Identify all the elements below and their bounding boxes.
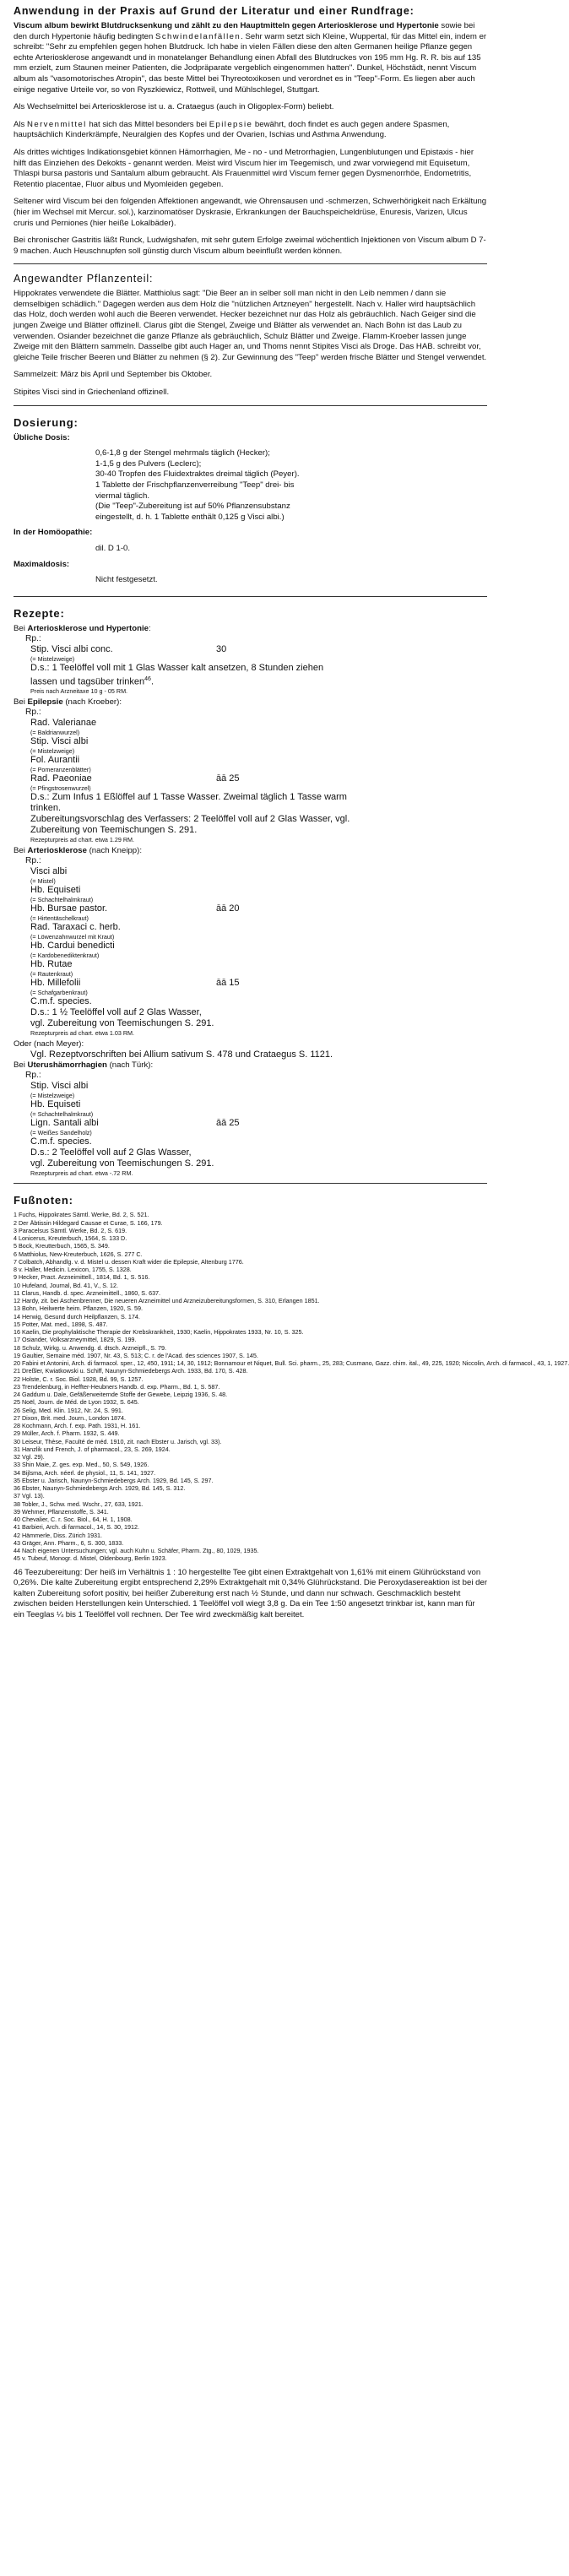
footnote-item: 9 Hecker, Pract. Arzneimittell., 1814, Bd. 1, S. 516.	[14, 1273, 150, 1282]
paragraph-stipites: Stipites Visci sind in Griechenland offizinell.	[14, 388, 170, 398]
lead-bold-text: Viscum album bewirkt Blutdrucksenkung und zählt zu den Hauptmitteln gegen Arteriosklerose und Hypertonie	[14, 21, 439, 30]
rp-label: Rp.:	[25, 633, 41, 643]
recipe-instructions: D.s.: Zum Infus 1 Eßlöffel auf 1 Tasse Wasser. Zweimal täglich 1 Tasse warm trinken.	[30, 792, 347, 814]
dosage-table	[14, 433, 306, 591]
dosage-label: In der Homöopathie:	[14, 528, 93, 538]
footnote-item: 41 Barbieri, Arch. di farmacol., 14, S. 30, 1912.	[14, 1523, 140, 1532]
paragraph-sammelzeit: Sammelzeit: März bis April und September bis Oktober.	[14, 370, 213, 380]
footnotes-title: Fußnoten:	[14, 1194, 73, 1207]
footnote-item: 35 Ebster u. Jarisch, Naunyn-Schmiedebergs Arch. 1929, Bd. 145, S. 297.	[14, 1476, 214, 1484]
divider	[14, 405, 487, 406]
dosage-row	[14, 433, 306, 449]
dosierung-title: Dosierung:	[14, 415, 79, 429]
footnote-item: 1 Fuchs, Hippokrates Sämtl. Werke, Bd. 2, S. 521.	[14, 1211, 149, 1219]
footnote-46: 46 Teezubereitung: Der heiß im Verhältnis 1 : 10 hergestellte Tee gibt einen Extraktgehalt von 1,61% mit einem Glührückstand von 0,26%. Die kalte Zubereitung ergibt entsprechend 2,29% Extraktgehalt mit 0,34% Glührückstand. Die Peroxydasereaktion ist bei der kalten Zubereitung sofort positiv, bei heißer Zubereitung erst nach ½ Stunde, und dann nur schwach. Geschmacklich besteht zwischen beiden Herstellungen kein Unterschied. 1 Teelöffel voll wiegt 3,8 g. Da ein Tee 1:50 angesetzt trinkbar ist, kann man für ein Teeglas ¼ bis 1 Teelöffel voll rechnen. Der Tee wird zweckmäßig kalt bereitet.	[14, 1567, 488, 1620]
recipe-price: Rezepturpreis ad chart. etwa 1.03 RM.	[30, 1029, 135, 1038]
footnote-item: 32 Vgl. 29).	[14, 1453, 45, 1462]
ingredient: Fol. Aurantii	[30, 755, 80, 766]
ingredient: Lign. Santali albi āā 25	[30, 1118, 240, 1129]
footnote-item: 31 Hanzlik und French, J. of pharmacol., 23, S. 269, 1924.	[14, 1445, 171, 1453]
footnote-item: 16 Kaelin, Die prophylaktische Therapie der Krebskrankheit, 1930; Kaelin, Hippokrates 1933, Nr. 10, S. 325.	[14, 1328, 304, 1337]
footnote-item: 2 Der Äbtissin Hildegard Causae et Curae, S. 166, 179.	[14, 1218, 163, 1227]
footnote-item: 26 Selig, Med. Klin. 1912, Nr. 24, S. 991.	[14, 1406, 123, 1414]
ingredient-gloss: (= Mistelzweige)	[30, 747, 75, 756]
recipe-price: Preis nach Arzneitaxe 10 g - 05 RM.	[30, 687, 128, 696]
ingredient-gloss: (= Schafgarbenkraut)	[30, 989, 88, 997]
recipe-suggestion: vgl. Zubereitung von Teemischungen S. 291.	[30, 1018, 214, 1029]
recipe-instructions: D.s.: 1 ½ Teelöffel voll auf 2 Glas Wasser,	[30, 1007, 202, 1018]
footnote-item: 27 Dixon, Brit. med. Journ., London 1874.	[14, 1413, 127, 1422]
footnote-item: 5 Bock, Kreutterbuch, 1565, S. 349.	[14, 1242, 110, 1250]
recipe-suggestion: vgl. Zubereitung von Teemischungen S. 291.	[30, 1158, 214, 1169]
paragraph-text: hat sich das Mittel besonders bei	[86, 119, 209, 129]
recipe-price: Rezepturpreis ad chart. etwa 1.29 RM.	[30, 836, 135, 844]
recipe-indication: Bei Epilepsie (nach Kroeber):	[14, 697, 122, 708]
section-title: Anwendung in der Praxis auf Grund der Literatur und einer Rundfrage:	[14, 5, 415, 17]
ingredient-gloss: (= Mistelzweige)	[30, 1092, 75, 1100]
ingredient: Rad. Paeoniae āā 25	[30, 773, 240, 784]
ingredient: C.m.f. species.	[30, 996, 92, 1007]
ingredient: Hb. Equiseti	[30, 1099, 81, 1110]
ingredient-gloss: (= Schachtelhalmkraut)	[30, 1110, 94, 1119]
dosage-row	[14, 575, 306, 591]
spaced-term: Nervenmittel	[27, 119, 87, 129]
ingredient-gloss: (= Baldrianwurzel)	[30, 729, 80, 737]
ingredient: Stip. Visci albi conc. 30	[30, 643, 227, 654]
footnote-item: 11 Clarus, Handb. d. spec. Arzneimittell., 1860, S. 637.	[14, 1288, 161, 1297]
paragraph-gastritis: Bei chronischer Gastritis läßt Runck, Ludwigshafen, mit sehr gutem Erfolge zweimal wöchentlich Injektionen von Viscum album D 7-9 machen. Auch Heuschnupfen soll günstig durch Viscum album beeinflußt werden können.	[14, 236, 486, 256]
footnote-item: 44 Nach eigenen Untersuchungen; vgl. auch Kuhn u. Schäfer, Pharm. Ztg., 80, 1029, 1935.	[14, 1547, 259, 1555]
ingredient-gloss: (= Mistelzweige)	[30, 654, 75, 663]
paragraph-crataegus: Als Wechselmittel bei Arteriosklerose ist u. a. Crataegus (auch in Oligoplex-Form) beliebt.	[14, 102, 334, 112]
footnote-item: 33 Shin Maie, Z. ges. exp. Med., 50, S. 549, 1926.	[14, 1461, 149, 1469]
footnote-item: 25 Noël, Journ. de Méd. de Lyon 1932, S. 645.	[14, 1398, 139, 1407]
footnote-item: 29 Müller, Arch. f. Pharm. 1932, S. 449.	[14, 1429, 120, 1438]
ingredient-gloss: (= Mistel)	[30, 877, 56, 886]
paragraph-text: . Sehr warm setzt sich Kleine, Wuppertal, für das Mittel ein, indem er schreibt: "Sehr zu empfehlen gegen hohen Blutdruck. Ich habe in vielen Fällen diese den alten Germanen heilige Pflanze gegen echte Arteriosklerose angewandt und in monatelanger Behandlung einen Abfall des Blutdruckes von 195 mm Hg. R. R. bis auf 135 mm erzielt, zum Staunen meiner Patienten, die Jodpräparate vergeblich eingenommen hatten". Dunkel, Höchstädt, nennt Viscum album als "vasomotorisches Atropin", das beste Mittel bei Thyreotoxikosen und verordnet es in "Teep"-Form. Es liegen aber auch einige negative Urteile vor, so von Ryszkiewicz, Rottweil, und Mühlschlegel, Stuttgart.	[14, 31, 487, 95]
ingredient: Hb. Millefolii āā 15	[30, 978, 240, 989]
rp-label: Rp.:	[25, 708, 41, 718]
recipe-alternative: Oder (nach Meyer):	[14, 1039, 84, 1049]
rezepte-title: Rezepte:	[14, 606, 65, 620]
ingredient: Stip. Visci albi	[30, 1081, 89, 1092]
dosage-label: Maximaldosis:	[14, 559, 70, 569]
footnote-item: 18 Schulz, Wirkg. u. Anwendg. d. dtsch. Arzneipfl., S. 79.	[14, 1343, 166, 1352]
footnote-list	[14, 1211, 569, 1563]
divider	[14, 263, 487, 264]
ingredient: Rad. Valerianae	[30, 718, 97, 729]
footnote-item: 21 Dreßler, Kwiatkowski u. Schiff, Naunyn-Schmiedebergs Arch. 1933, Bd. 170, S. 428.	[14, 1367, 248, 1375]
footnote-item: 10 Hufeland, Journal, Bd. 41, V., S. 12.	[14, 1281, 119, 1289]
dosage-row	[14, 560, 306, 576]
footnote-item: 8 v. Haller, Medicin. Lexicon, 1755, S. 1328.	[14, 1266, 132, 1274]
dosage-row	[14, 528, 306, 544]
ingredient-gloss: (= Weißes Sandelholz)	[30, 1129, 92, 1137]
ingredient-gloss: (= Rautenkraut)	[30, 970, 73, 979]
paragraph-pflanzenteil: Hippokrates verwendete die Blätter. Matthiolus sagt: "Die Beer an in selber soll man nicht in den Leib nemmen / dann sie demselbigen schädlich." Dagegen werden aus dem Holz die "nützlichen Artzneyen" hergestellt. Nach v. Haller wird hauptsächlich das Holz, doch werden wohl auch die Beeren verwendet. Hecker bezeichnet nur das Holz als gebräuchlich. Nach Geiger sind die jungen Zweige und Blätter offizinell. Clarus gibt die Stengel, Zweige und Blätter als verwendet an. Nach Bohn ist das Laub zu verwenden. Osiander bezeichnet die ganze Pflanze als gebräuchlich, Schulz Blätter und Zweige. Flamm-Kroeber lassen junge Zweige mit den Blättern sammeln. Dasselbe gibt auch Hager an, und Thoms nennt Stipites Visci als Droge. Das HAB. schreibt vor, gleiche Teile frischer Beeren und Blätter zu nehmen (§ 2). Zur Gewinnung des "Teep" werden frische Blätter und Stengel verwendet.	[14, 289, 487, 362]
recipe-reference: Vgl. Rezeptvorschriften bei Allium sativum S. 478 und Crataegus S. 1121.	[30, 1049, 333, 1060]
footnote-item: 24 Gaddum u. Dale, Gefäßerweiternde Stoffe der Gewebe, Leipzig 1936, S. 48.	[14, 1391, 228, 1399]
subsection-title: Angewandter Pflanzenteil:	[14, 273, 154, 285]
footnote-item: 38 Tobler, J., Schw. med. Wschr., 27, 633, 1921.	[14, 1500, 144, 1508]
paragraph-arteriosclerosis	[14, 21, 487, 95]
ingredient: C.m.f. species.	[30, 1136, 92, 1147]
footnote-item: 7 Colbatch, Abhandlg. v. d. Mistel u. dessen Kraft wider die Epilepsie, Altenburg 1776.	[14, 1257, 244, 1266]
recipe-indication: Bei Uterushämorrhagien (nach Türk):	[14, 1060, 154, 1071]
rp-label: Rp.:	[25, 1071, 41, 1081]
footnote-item: 37 Vgl. 13).	[14, 1492, 45, 1500]
footnote-item: 39 Wehmer, Pflanzenstoffe, S. 341.	[14, 1507, 109, 1516]
paragraph-text: bewährt, doch findet es auch gegen andere Spasmen, hauptsächlich Kinderkrämpfe, Neuralgien des Kopfes und der Ovarien, Ischias und Asthma Anwendung.	[14, 119, 450, 140]
ingredient-gloss: (= Pomeranzenblätter)	[30, 766, 91, 774]
footnote-item: 40 Chevalier, C. r. Soc. Biol., 64, H. 1, 1908.	[14, 1516, 133, 1524]
footnote-item: 20 Fabini et Antonini, Arch. di farmacol. sper., 12, 450, 1911; 14, 30, 1912; Bonnamour et Niquet, Bull. Sci. pharm., 25, 283; Cusmano, Gazz. chim. ital., 49, 225, 1920; Niccolin, Arch. di farmacol., 43, 1, 1927.	[14, 1359, 569, 1368]
ingredient-gloss: (= Kardobenediktenkraut)	[30, 952, 100, 960]
footnote-item: 3 Paracelsus Sämtl. Werke, Bd. 2, S. 619.	[14, 1226, 127, 1234]
paragraph-text: Als	[14, 119, 27, 129]
ingredient: Rad. Taraxaci c. herb.	[30, 922, 121, 933]
spaced-term: Epilepsie	[209, 119, 253, 129]
footnote-item: 22 Holste, C. r. Soc. Biol. 1928, Bd. 99, S. 1257.	[14, 1375, 144, 1383]
dosage-row	[14, 448, 306, 528]
footnote-item: 17 Osiander, Volksarzneymittel, 1829, S. 199.	[14, 1336, 137, 1344]
footnote-item: 15 Potter, Mat. med., 1898, S. 487.	[14, 1320, 108, 1328]
footnote-item: 34 Bijlsma, Arch. néerl. de physiol., 11, S. 141, 1927.	[14, 1468, 156, 1477]
ingredient-gloss: (= Schachtelhalmkraut)	[30, 896, 94, 904]
ingredient-gloss: (= Löwenzahnwurzel mit Kraut)	[30, 933, 115, 941]
paragraph-nervenmittel	[14, 120, 487, 141]
footnote-item: 28 Kochmann, Arch. f. exp. Path. 1931, H. 161.	[14, 1422, 141, 1430]
paragraph-haemorrhagien: Als drittes wichtiges Indikationsgebiet können Hämorrhagien, Me - no - und Metrorrhagien, Lungenblutungen und Epistaxis - hier hilft das Einziehen des Dekokts - genannt werden. Meist wird Viscum hier im Teegemisch, und zwar vorwiegend mit Equisetum, Thlaspi bursa pastoris und Santalum album gebraucht. Als Frauenmittel wird Viscum ferner gegen Dysmenorrhöe, Endometritis, Retentio placentae, Fluor albus und Myomleiden gegeben.	[14, 147, 474, 189]
ingredient: Hb. Rutae	[30, 959, 73, 970]
footnote-item: 13 Bohn, Heilwerte heim. Pflanzen, 1920, S. 59.	[14, 1304, 144, 1313]
ingredient: Stip. Visci albi	[30, 736, 89, 747]
footnote-item: 36 Ebster, Naunyn-Schmiedebergs Arch. 1929, Bd. 145, S. 312.	[14, 1484, 186, 1493]
recipe-price: Rezepturpreis ad chart. etwa -.72 RM.	[30, 1169, 133, 1178]
footnote-item: 45 v. Tubeuf, Monogr. d. Mistel, Oldenbourg, Berlin 1923.	[14, 1554, 167, 1563]
paragraph-text: sowie bei den durch Hypertonie häufig bedingten	[14, 21, 475, 41]
recipe-suggestion: Zubereitungsvorschlag des Verfassers: 2 Teelöffel voll auf 2 Glas Wasser, vgl. Zubereitung von Teemischungen S. 291.	[30, 814, 350, 836]
footnote-item: 14 Herwig, Gesund durch Heilpflanzen, S. 174.	[14, 1312, 140, 1321]
recipe-indication: Bei Arteriosklerose (nach Kneipp):	[14, 846, 142, 856]
paragraph-seltener: Seltener wird Viscum bei den folgenden Affektionen angewandt, wie Ohrensausen und -schmerzen, Schwerhörigkeit nach Erkältung (hier im Wechsel mit Mercur. sol.), karzinomatöser Dyskrasie, Erkrankungen der Bauchspeicheldrüse, Enuresis, Varizen, Ulcus cruris und Perniones (hier heiße Lokalbäder).	[14, 197, 487, 228]
footnote-item: 6 Matthiolus, New-Kreuterbuch, 1626, S. 277 C.	[14, 1250, 143, 1258]
dosage-value: dil. D 1-0.	[95, 543, 131, 553]
recipe-instructions: D.s.: 1 Teelöffel voll mit 1 Glas Wasser kalt ansetzen, 8 Stunden ziehen lassen und tagsüber trinken$^{46}$.	[30, 662, 324, 687]
ingredient: Visci albi	[30, 866, 68, 877]
footnote-item: 19 Gaultier, Semaine méd. 1907, Nr. 43, S. 513; C. r. de l'Acad. des sciences 1907, S. 145.	[14, 1351, 258, 1359]
footnote-item: 43 Gräger, Ann. Pharm., 6, S. 300, 1833.	[14, 1538, 124, 1547]
dosage-value: 0,6-1,8 g der Stengel mehrmals täglich (Hecker); 1-1,5 g des Pulvers (Leclerc); 30-40 Tropfen des Fluidextraktes dreimal täglich (Peyer). 1 Tablette der Frischpflanzenverreibung "Teep" drei- bis viermal täglich. (Die "Teep"-Zubereitung ist auf 50% Pflanzensubstanz eingestellt, d. h. 1 Tablette enthält 0,125 g Visci albi.)	[95, 448, 300, 522]
footnote-item: 12 Hardy, zit. bei Aschenbrenner, Die neueren Arzneimittel und Arzneizubereitungsformen, S. 310, Erlangen 1851.	[14, 1297, 320, 1305]
ingredient: Hb. Cardui benedicti	[30, 941, 115, 952]
spaced-term: Schwindelanfällen	[155, 31, 241, 41]
recipe-instructions: D.s.: 2 Teelöffel voll auf 2 Glas Wasser,	[30, 1147, 192, 1158]
recipes	[14, 624, 487, 1179]
footnote-item: 42 Hämmerle, Diss. Zürich 1931.	[14, 1531, 103, 1539]
divider	[14, 596, 487, 597]
ingredient: Hb. Equiseti	[30, 885, 81, 896]
dosage-label: Übliche Dosis:	[14, 432, 70, 442]
divider	[14, 1183, 487, 1184]
footnote-item: 30 Leiseur, Thèse, Faculté de méd. 1910, zit. nach Ebster u. Jarisch, vgl. 33).	[14, 1437, 222, 1445]
rp-label: Rp.:	[25, 856, 41, 866]
footnote-item: 23 Trendelenburg, in Heffter-Heubners Handb. d. exp. Pharm., Bd. 1, S. 587.	[14, 1382, 220, 1391]
dosage-row	[14, 544, 306, 560]
ingredient: Hb. Bursae pastor. āā 20	[30, 903, 240, 914]
footnote-item: 4 Lonicerus, Kreuterbuch, 1564, S. 133 D.	[14, 1234, 127, 1243]
recipe-indication: Bei Arteriosklerose und Hypertonie:	[14, 623, 151, 633]
ingredient-gloss: (= Pfingstrosenwurzel)	[30, 784, 91, 793]
dosage-value: Nicht festgesetzt.	[95, 575, 158, 585]
ingredient-gloss: (= Hirtentäschelkraut)	[30, 914, 89, 923]
footnote-ref: 46	[144, 675, 151, 682]
